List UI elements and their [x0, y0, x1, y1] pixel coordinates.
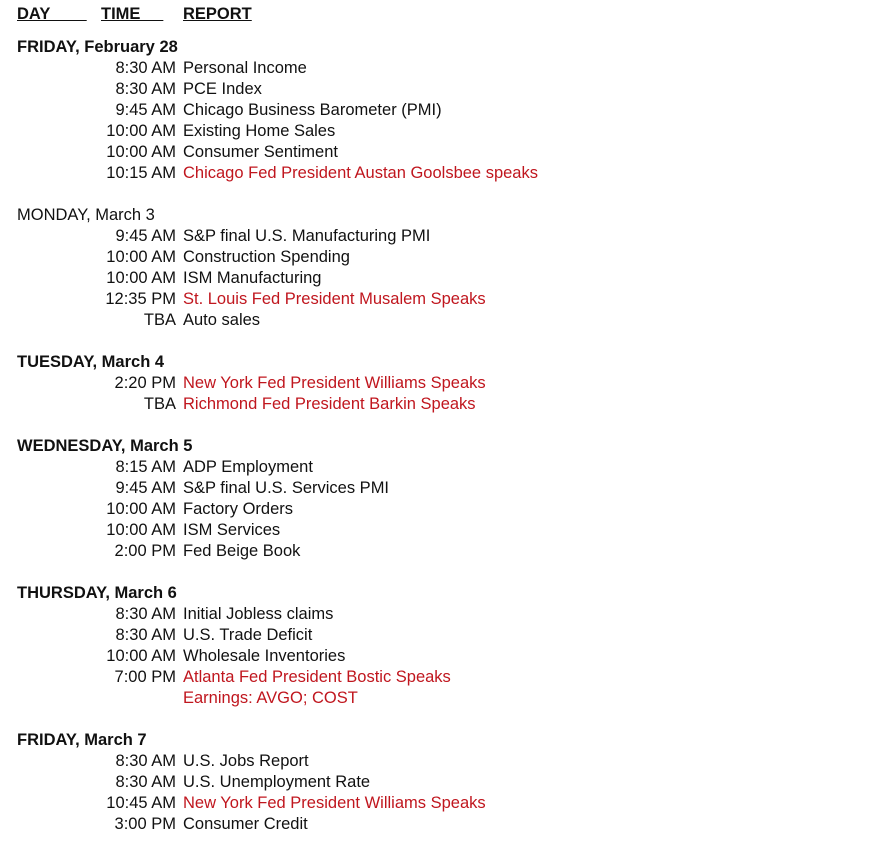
- event-row: [17, 247, 877, 268]
- event-report: Fed Beige Book: [183, 542, 301, 560]
- event-time: 8:15 AM: [115, 458, 176, 476]
- event-row: [17, 793, 877, 814]
- economic-calendar: [17, 37, 877, 835]
- event-row: [17, 457, 877, 478]
- day-name: FRIDAY: [17, 38, 76, 56]
- event-report: ADP Employment: [183, 458, 313, 476]
- event-report: U.S. Jobs Report: [183, 752, 309, 770]
- event-report: U.S. Unemployment Rate: [183, 773, 371, 791]
- event-time: 10:00 AM: [106, 248, 176, 266]
- event-row: [17, 79, 877, 100]
- event-row: [17, 814, 877, 835]
- event-row: [17, 625, 877, 646]
- fed-speaker-report: New York Fed President Williams Speaks: [183, 374, 486, 392]
- fed-speaker-report: New York Fed President Williams Speaks: [183, 794, 486, 812]
- day-separator: ,: [105, 584, 115, 602]
- event-report: ISM Services: [183, 521, 281, 539]
- event-time: 8:30 AM: [115, 626, 176, 644]
- day-date: March 6: [114, 584, 177, 602]
- event-row: [17, 226, 877, 247]
- event-time: 9:45 AM: [115, 479, 176, 497]
- day-date: March 3: [95, 206, 155, 224]
- event-time: 12:35 PM: [105, 290, 176, 308]
- fed-speaker-report: Earnings: AVGO; COST: [183, 689, 358, 707]
- event-time: 8:30 AM: [115, 773, 176, 791]
- day-heading: [17, 436, 877, 457]
- day-name: TUESDAY: [17, 353, 93, 371]
- day-name: FRIDAY: [17, 731, 76, 749]
- fed-speaker-report: Richmond Fed President Barkin Speaks: [183, 395, 476, 413]
- event-time: 2:20 PM: [114, 374, 176, 392]
- day-heading: [17, 583, 877, 604]
- day-heading: [17, 730, 877, 751]
- event-report: S&P final U.S. Services PMI: [183, 479, 390, 497]
- event-row: [17, 541, 877, 562]
- event-report: Factory Orders: [183, 500, 294, 518]
- event-time: 10:15 AM: [106, 164, 176, 182]
- header-day: DAY: [17, 5, 87, 23]
- day-section: [17, 37, 877, 184]
- header-time: TIME: [101, 5, 164, 23]
- day-name: MONDAY: [17, 206, 87, 224]
- day-separator: ,: [120, 437, 131, 455]
- event-row: [17, 58, 877, 79]
- event-report: Consumer Sentiment: [183, 143, 338, 161]
- event-time: 2:00 PM: [114, 542, 176, 560]
- event-time: TBA: [143, 311, 176, 329]
- day-separator: ,: [86, 206, 96, 224]
- day-separator: ,: [92, 353, 102, 371]
- event-time: 10:00 AM: [106, 521, 176, 539]
- fed-speaker-report: St. Louis Fed President Musalem Speaks: [183, 290, 486, 308]
- event-row: [17, 121, 877, 142]
- event-row: [17, 100, 877, 121]
- fed-speaker-report: Chicago Fed President Austan Goolsbee speaks: [183, 164, 538, 182]
- event-row: [17, 478, 877, 499]
- day-date: February 28: [84, 38, 178, 56]
- event-report: ISM Manufacturing: [183, 269, 322, 287]
- day-separator: ,: [75, 38, 85, 56]
- event-report: Chicago Business Barometer (PMI): [183, 101, 442, 119]
- column-headers: [17, 4, 417, 25]
- event-time: 8:30 AM: [115, 605, 176, 623]
- event-report: Initial Jobless claims: [183, 605, 334, 623]
- event-report: Construction Spending: [183, 248, 350, 266]
- event-row: [17, 751, 877, 772]
- event-row: [17, 373, 877, 394]
- event-row: [17, 604, 877, 625]
- day-section: [17, 583, 877, 709]
- event-time: 9:45 AM: [115, 227, 176, 245]
- event-row: [17, 688, 877, 709]
- day-heading: [17, 37, 877, 58]
- day-date: March 7: [84, 731, 147, 749]
- event-time: 8:30 AM: [115, 752, 176, 770]
- event-time: 9:45 AM: [115, 101, 176, 119]
- event-report: PCE Index: [183, 80, 262, 98]
- event-time: 3:00 PM: [114, 815, 176, 833]
- event-time: 10:00 AM: [106, 647, 176, 665]
- event-report: Consumer Credit: [183, 815, 308, 833]
- event-time: 10:00 AM: [106, 269, 176, 287]
- event-report: Existing Home Sales: [183, 122, 336, 140]
- day-section: [17, 730, 877, 835]
- day-name: WEDNESDAY: [17, 437, 121, 455]
- day-heading: [17, 205, 877, 226]
- header-report: REPORT: [183, 5, 252, 23]
- event-row: [17, 394, 877, 415]
- event-row: [17, 268, 877, 289]
- event-time: 10:00 AM: [106, 500, 176, 518]
- event-time: 10:00 AM: [106, 122, 176, 140]
- event-row: [17, 772, 877, 793]
- event-report: S&P final U.S. Manufacturing PMI: [183, 227, 431, 245]
- day-section: [17, 205, 877, 331]
- event-row: [17, 499, 877, 520]
- day-name: THURSDAY: [17, 584, 106, 602]
- event-row: [17, 163, 877, 184]
- event-time: 10:00 AM: [106, 143, 176, 161]
- event-row: [17, 667, 877, 688]
- event-row: [17, 646, 877, 667]
- event-time: TBA: [143, 395, 176, 413]
- event-report: Auto sales: [183, 311, 261, 329]
- event-time: 10:45 AM: [106, 794, 176, 812]
- event-report: U.S. Trade Deficit: [183, 626, 313, 644]
- event-time: 8:30 AM: [115, 80, 176, 98]
- event-report: Personal Income: [183, 59, 307, 77]
- event-report: Wholesale Inventories: [183, 647, 346, 665]
- event-row: [17, 310, 877, 331]
- day-section: [17, 436, 877, 562]
- event-row: [17, 520, 877, 541]
- event-row: [17, 142, 877, 163]
- day-date: March 5: [130, 437, 193, 455]
- event-time: 7:00 PM: [114, 668, 176, 686]
- day-section: [17, 352, 877, 415]
- day-date: March 4: [101, 353, 165, 371]
- event-row: [17, 289, 877, 310]
- day-separator: ,: [75, 731, 85, 749]
- day-heading: [17, 352, 877, 373]
- event-time: 8:30 AM: [115, 59, 176, 77]
- fed-speaker-report: Atlanta Fed President Bostic Speaks: [183, 668, 451, 686]
